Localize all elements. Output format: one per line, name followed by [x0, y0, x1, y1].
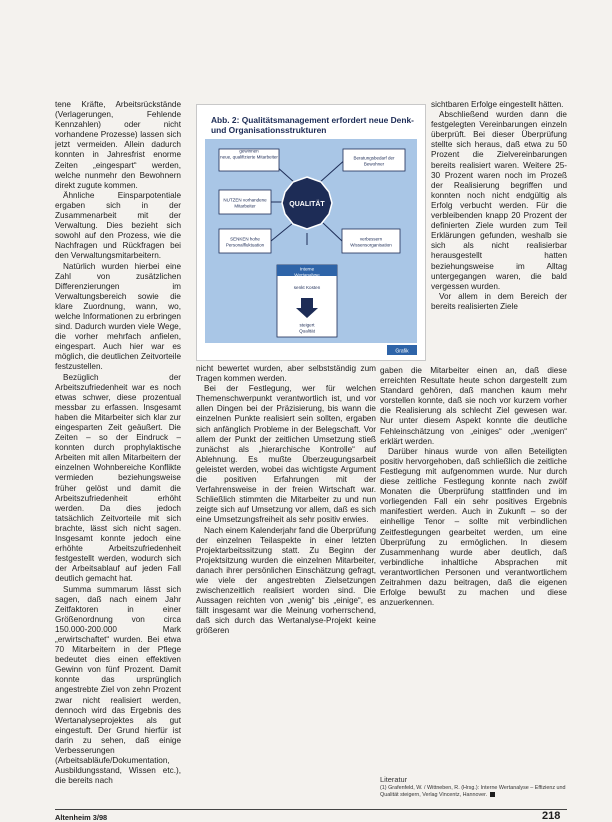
paragraph: gaben die Mitarbeiter einen an, daß diese erreichten Resultate heute schon dargestellt zum Standard gehören, daß manchen kaum mehr vorstellen konnte, daß sie noch vor kurzem vorher die Realisierung als schlecht Ziel gewesen war. Nur unter diesem Aspekt konnte die deutliche Fehleinschätzung von „einiges“ oder „wenigen“ erklärt werden.	[380, 366, 567, 446]
paragraph: Bezüglich der Arbeitszufriedenheit war es noch etwas schwer, diese prozentual messbar zu erfassen. Insgesamt haben die Mitarbeiter sich klar zur eingesparten Zeit geäußert. Die Zeiten – so der Eindruck – konnten durch prophylaktische Arbeiten mit allen Mitarbeitern der einzelnen Wohnbereiche Konflikte vermieden beziehungsweise früher gelöst und damit die Arbeitszufriedenheit erhöht werden. Da dies jedoch tatsächlich Zeitvorteile mit sich brachte, lässt sich nicht sagen. Insgesamt konnte jedoch eine erhöhte Arbeitszufriedenheit festgestellt werden, wodurch sich der Arbeitsablauf auf jeden Fall deutlich gemacht hat.	[55, 372, 181, 584]
paragraph: Natürlich wurden hierbei eine Zahl von zusätzlichen Differenzierungen im Verwaltungsbereich sowie die klare Zuordnung, wann, wo, welche Informationen zu erbringen sind. Dadurch wurden viele Wege, die vorher mehrfach anfielen, eingespart. Auch hier war es möglich, die deutlichen Zeitvorteile festzustellen.	[55, 261, 181, 372]
paragraph: Bei der Festlegung, wer für welchen Themenschwerpunkt verantwortlich ist, und vor allen Dingen bei der Präzisierung, bis wann die einzelnen Punkte realisiert sein sollten, ergaben sich anfänglich Probleme in der Belegschaft. Vor allem der Punkt der zeitlichen Umsetzung stieß zunächst als „hierarchische Kontrolle“ auf Ablehnung. Es mußte Überzeugungsarbeit geleistet werden, wobei das wichtigste Argument die positiven Erfahrungen mit der Verfahrensweise in der freien Wirtschaft war. Schließlich stimmten die Mitarbeiter zu und nun zeigte sich auf Umsetzung vor allem, daß es sich eine Umsetzungsfreiheit als sehr positiv erwies.	[196, 384, 376, 525]
paragraph: Ähnliche Einsparpotentiale ergaben sich in der Zusammenarbeit mit der Verwaltung. Dies bezieht sich sowohl auf den Prozess, wie die Nachfragen und Rückfragen bei den Verwaltungsmitarbeitern.	[55, 190, 181, 261]
text-column-right-top	[431, 100, 567, 366]
cost-text: senkt Kosten	[293, 285, 321, 290]
label-line: SENKEN hohe	[230, 236, 260, 242]
label-line: Qualität	[299, 328, 315, 334]
literature-heading: Literatur	[380, 775, 408, 784]
label-line: Beratungsbedarf der	[353, 155, 395, 161]
grafik-tag-text: Grafik	[395, 348, 409, 355]
diagram	[197, 105, 425, 360]
footer-rule	[55, 809, 567, 810]
end-of-article-icon	[490, 792, 495, 797]
quality-label: QUALITÄT	[289, 201, 325, 208]
text-column-right-bottom	[380, 366, 567, 776]
label-line: gewinnen	[239, 148, 259, 154]
paragraph: Nach einem Kalenderjahr fand die Überprüfung der einzelnen Teilaspekte in einer letzten Projektarbeitssitzung statt. Zu Beginn der Projektsitzung wurden die einzelnen Mitarbeiter, danach ihrer persönlichen Einschätzung gefragt, wie viele der angestrebten Zielsetzungen zwischenzeitlich realisiert worden sind. Die Aussagen reichten von „wenig“ bis „einige“, es fällt insgesamt war die Meinung vorherrschend, daß sich durch das Wertanalyse-Projekt keine größeren	[196, 525, 376, 636]
paragraph: sichtbaren Erfolge eingestellt hätten.	[431, 100, 564, 109]
label-line: Interne	[299, 266, 315, 272]
paragraph: Summa summarum lässt sich sagen, daß nach einem Jahr Zeitfaktoren in einer Größenordnung von circa 150.000-200.000 Mark „erwirtschaftet“ wurden. Bei etwa 70 Mitarbeitern in der Pflege bedeutet dies einen effektiven Gewinn von fünf Prozent. Damit konnte das ursprünglich angestrebte Ziel von zehn Prozent zwar nicht realisiert werden, dennoch wird das Ergebnis des Wertanalyseprojektes als gut eingestuft. Der Grund hierfür ist darin zu sehen, daß einige Verbesserungen (Arbeitsabläufe/Dokumentation, Ausbildungsstand, Wissen etc.), die bereits nach	[55, 584, 181, 786]
text-column-middle	[196, 364, 376, 805]
paragraph: Darüber hinaus wurde von allen Beteiligten positiv hervorgehoben, daß schließlich die zeitliche Festlegung mit aufgenommen wurde. Nur durch diese zeitliche Festlegung konnte nach zwölf Monaten die Überprüfung stattfinden und im vorliegenden Fall ein sehr positives Ergebnis manifestiert werden. Auch in Zukunft – so der einhellige Tenor – sollte mit verbindlichen Zeitfestlegungen gearbeitet werden, um eine Überprüfung zu ermöglichen. In diesem Zusammenhang wurde aber deutlich, daß verbindliche inhaltliche Absprachen mit verantwortlichen Personen und verantwortlichem Zeitrahmen dazu beitragen, daß die eigenen Erfolge bewußt zu machen und diese anzuerkennen.	[380, 446, 567, 608]
label-line: Bewohner	[363, 161, 385, 167]
literature-section	[380, 776, 567, 799]
box-left-3-text	[226, 237, 265, 248]
literature-entry: (1) Grafenfeld, W. / Wittneben, R. (Hrsg.): Interne Wertanalyse – Effizienz und Qualität steigern, Verlag Vincentz, Hannover.	[380, 785, 566, 798]
journal-issue: Altenheim 3/98	[55, 813, 108, 822]
label-line: NUTZEN vorhandene	[223, 197, 267, 203]
label-line: verbessern	[359, 236, 383, 242]
figure-title: Abb. 2: Qualitätsmanagement erfordert neue Denk- und Organisationsstrukturen	[211, 115, 414, 135]
label-line: Wissensorganisation	[350, 242, 392, 248]
paragraph: nicht bewertet wurden, aber selbstständig zum Tragen kommen werden.	[196, 364, 376, 384]
figure-quality-management	[196, 104, 426, 361]
label-line: steigert	[299, 322, 315, 328]
text-column-left	[55, 100, 181, 805]
label-line: Wertanalyse	[294, 272, 320, 278]
paragraph: tene Kräfte, Arbeitsrückstände (Verlagerungen, Fehlende Kennzahlen) oder nicht vorhandene Prozesse) lassen sich jetzt vermeiden. Allein dadurch konnten in Jahresfrist enorme Zeiten „eingespart“ werden, welche nunmehr den Bewohnern direkt zugute kommen.	[55, 100, 181, 190]
page-number: 218	[542, 810, 561, 822]
label-line: Mitarbeiter	[234, 203, 256, 209]
label-line: neue, qualifizierte Mitarbeiter	[220, 154, 278, 160]
quality-rise-text	[299, 323, 316, 334]
label-line: Personalfluktuation	[225, 242, 265, 248]
paragraph: Abschließend wurden dann die festgelegten Vereinbarungen einzeln überprüft. Bei dieser Überprüfung stellte sich heraus, daß etwa zu 50 Prozent die Zielvereinbarungen bereits realisiert waren. Weitere 25-30 Prozent waren noch im Prozeß der Realisierung begriffen und konnten noch nicht endgültig als Erfolg verbucht werden. Für die verbleibenden knapp 20 Prozent der definierten Ziele wurden zum Teil Erklärungen gefunden, weshalb sie sich als nicht realisierbar herausgestellt hatten beziehungsweise im Alltag untergegangen waren, die bald vergessen wurden.	[431, 110, 567, 291]
paragraph: Vor allem in dem Bereich der bereits realisierten Ziele	[431, 291, 567, 311]
